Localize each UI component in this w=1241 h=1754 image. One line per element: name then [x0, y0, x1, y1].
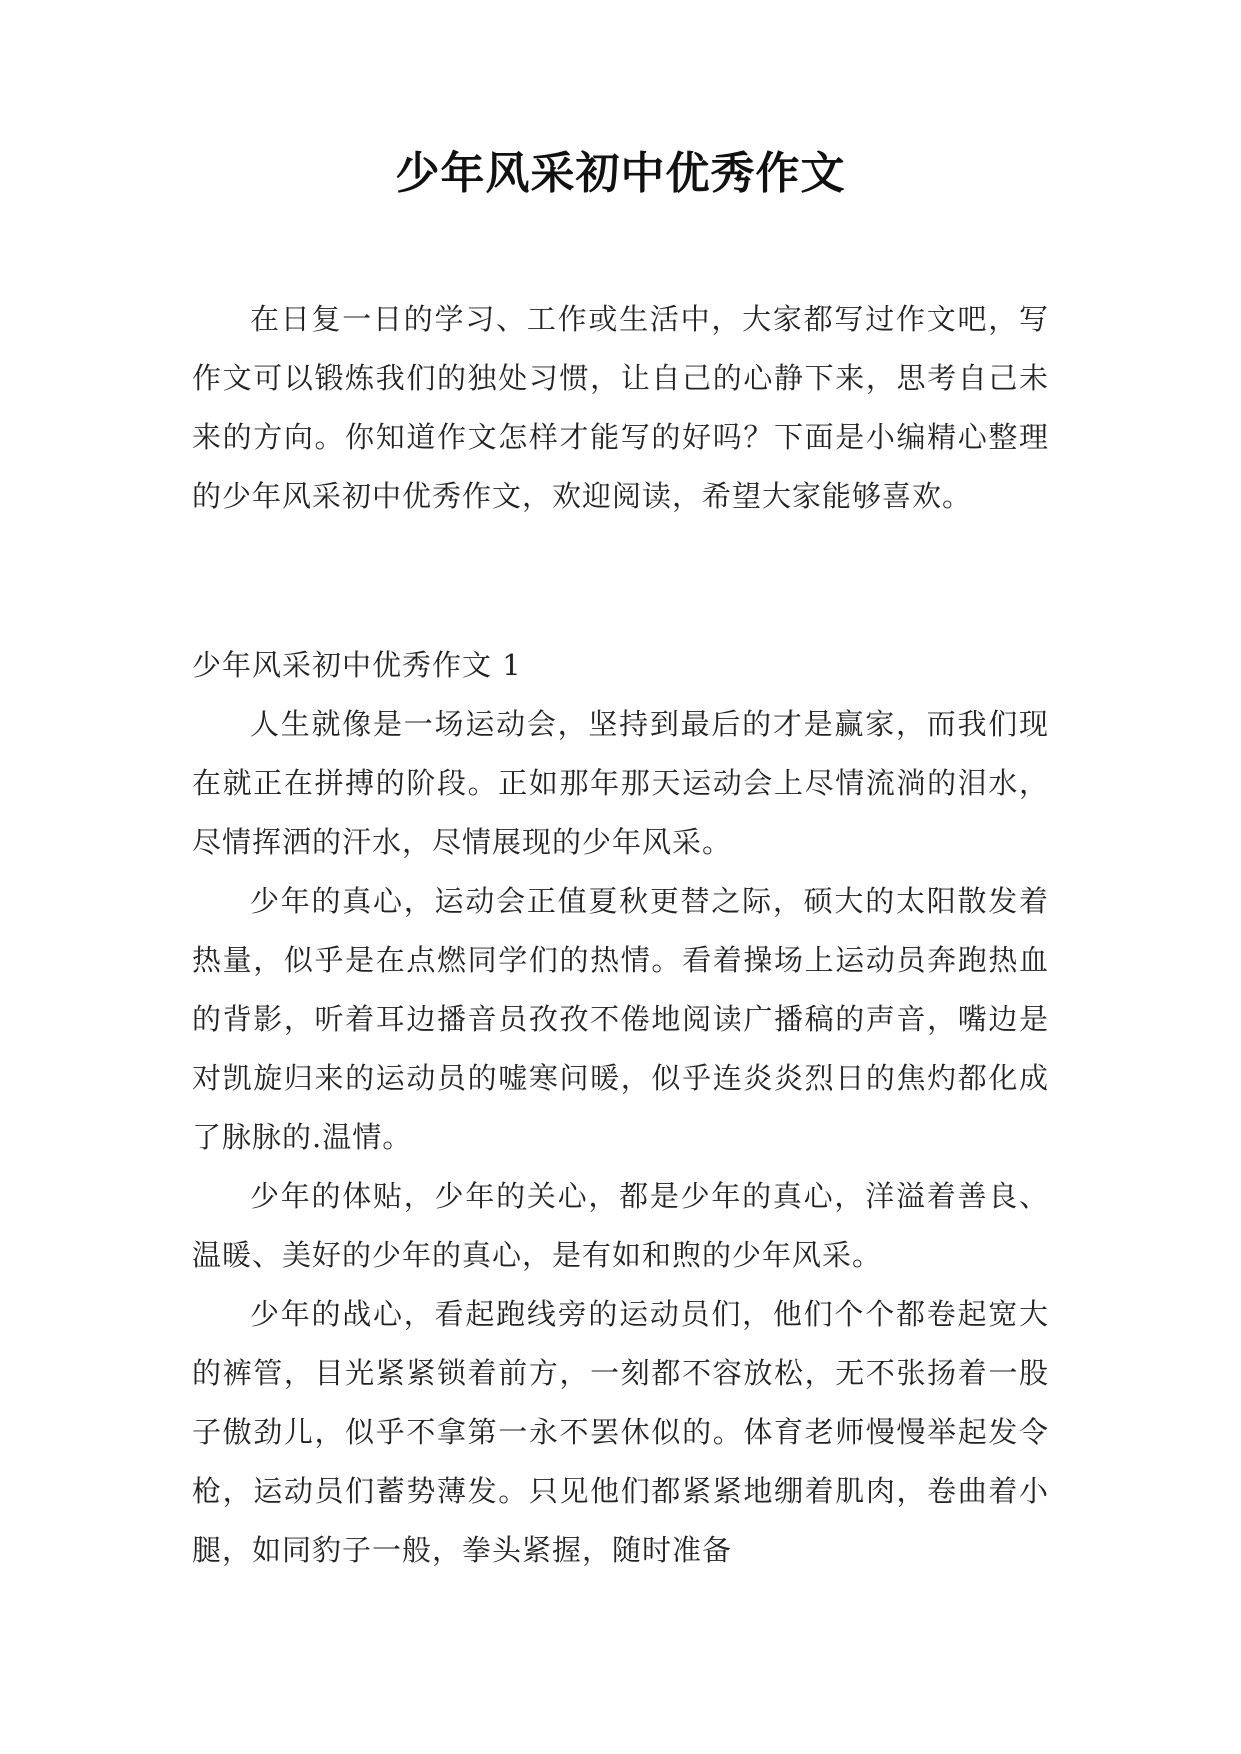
essay-paragraph-2: 少年的真心，运动会正值夏秋更替之际，硕大的太阳散发着热量，似乎是在点燃同学们的热情。看着操场上运动员奔跑热血的背影，听着耳边播音员孜孜不倦地阅读广播稿的声音，嘴边是对凯旋归来的运动员的嘘寒问暖，似乎连炎炎烈日的焦灼都化成了脉脉的.温情。: [192, 884, 1049, 1154]
document-title: 少年风采初中优秀作文: [395, 148, 846, 199]
intro-section: [192, 290, 1049, 526]
essay-paragraph-3: 少年的体贴，少年的关心，都是少年的真心，洋溢着善良、温暖、美好的少年的真心，是有如和煦的少年风采。: [192, 1179, 1049, 1272]
intro-paragraph: 在日复一日的学习、工作或生活中，大家都写过作文吧，写作文可以锻炼我们的独处习惯，让自己的心静下来，思考自己未来的方向。你知道作文怎样才能写的好吗？下面是小编精心整理的少年风采初中优秀作文，欢迎阅读，希望大家能够喜欢。: [192, 302, 1049, 513]
essay-paragraph-4: 少年的战心，看起跑线旁的运动员们，他们个个都卷起宽大的裤管，目光紧紧锁着前方，一刻都不容放松，无不张扬着一股子傲劲儿，似乎不拿第一永不罢休似的。体育老师慢慢举起发令枪，运动员们蓄势薄发。只见他们都紧紧地绷着肌肉，卷曲着小腿，如同豹子一般，拳头紧握，随时准备: [192, 1297, 1049, 1567]
essay-body: [192, 695, 1049, 1580]
section-heading: 少年风采初中优秀作文 1: [192, 648, 522, 682]
essay-paragraph-1: 人生就像是一场运动会，坚持到最后的才是赢家，而我们现在就正在拼搏的阶段。正如那年那天运动会上尽情流淌的泪水，尽情挥洒的汗水，尽情展现的少年风采。: [192, 707, 1049, 859]
